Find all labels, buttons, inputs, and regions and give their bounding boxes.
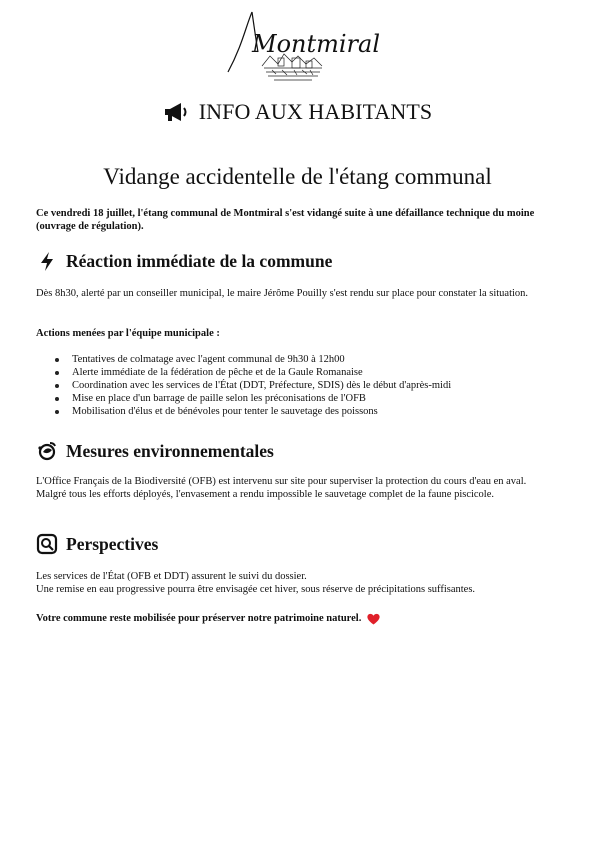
search-icon [36,533,58,555]
list-item: Mise en place d'un barrage de paille selon les préconisations de l'OFB [36,392,451,405]
perspectives-line: Les services de l'État (OFB et DDT) assurent le suivi du dossier. [36,571,307,582]
montmiral-logo [222,6,381,86]
info-banner [0,96,595,128]
reaction-paragraph: Dès 8h30, alerté par un conseiller municipal, le maire Jérôme Pouilly s'est rendu sur place pour constater la situation. [36,288,529,299]
heart-icon [367,613,380,625]
list-item: Mobilisation d'élus et de bénévoles pour tenter le sauvetage des poissons [36,405,451,418]
page-title: Vidange accidentelle de l'étang communal [103,164,492,189]
section-heading-text: Perspectives [66,533,159,554]
actions-title: Actions menées par l'équipe municipale : [36,328,220,339]
section-heading-reaction [36,250,332,272]
section-heading-text: Réaction immédiate de la commune [66,250,333,271]
section-heading-text: Mesures environnementales [66,440,274,461]
section-heading-perspectives [36,533,158,555]
list-item: Tentatives de colmatage avec l'agent communal de 9h30 à 12h00 [36,353,451,366]
perspectives-line: Une remise en eau progressive pourra être envisagée cet hiver, sous réserve de précipitations suffisantes. [36,584,476,595]
actions-list [36,353,451,418]
closing-statement [36,612,558,625]
megaphone-icon [163,100,189,124]
logo-text: Montmiral [252,30,381,58]
section-heading-environment [36,440,274,462]
lightning-icon [36,250,58,272]
environment-paragraph: L'Office Français de la Biodiversité (OFB) est intervenu sur site pour superviser la protection du cours d'eau en aval. Malgré tous les efforts déployés, l'envasement a rendu impossible le sauvetage complet de la faune piscicole. [36,476,527,500]
list-item: Coordination avec les services de l'État (DDT, Préfecture, SDIS) dès le début d'après-midi [36,379,451,392]
banner-text: INFO AUX HABITANTS [198,99,433,124]
list-item: Alerte immédiate de la fédération de pêche et de la Gaule Romanaise [36,366,451,379]
leaf-icon [36,440,58,462]
lead-paragraph: Ce vendredi 18 juillet, l'étang communal de Montmiral s'est vidangé suite à une défaillance technique du moine (ouvrage de régulation). [36,208,535,232]
closing-text: Votre commune reste mobilisée pour préserver notre patrimoine naturel. [36,613,362,624]
